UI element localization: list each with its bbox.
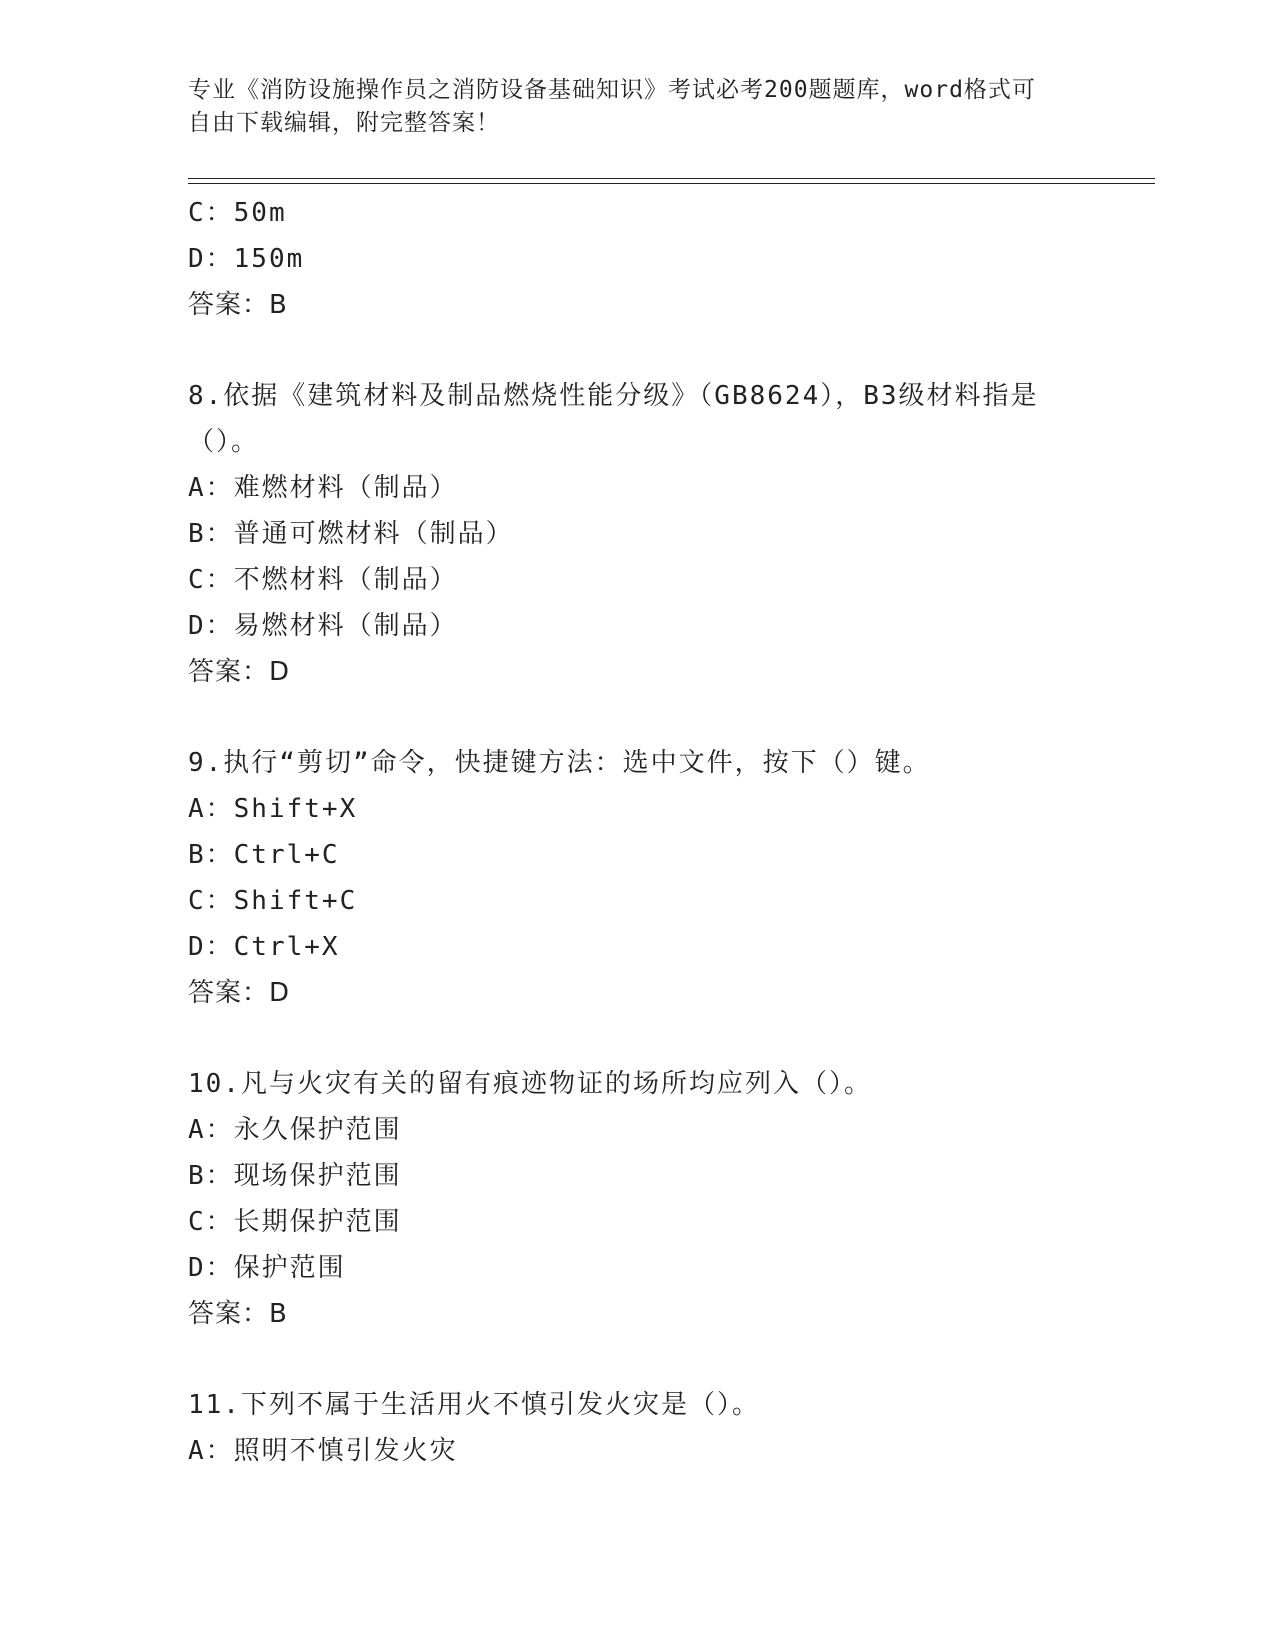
- option-b: B：普通可燃材料（制品）: [188, 519, 514, 549]
- question-11: [188, 1382, 1088, 1474]
- spacer: [188, 1016, 1088, 1061]
- option-a: A：永久保护范围: [188, 1115, 402, 1145]
- option-d: D：150m: [188, 244, 305, 274]
- option-c: C：长期保护范围: [188, 1207, 402, 1237]
- question-stem: 9.执行“剪切”命令，快捷键方法：选中文件，按下（）键。: [188, 748, 931, 778]
- question-9: [188, 740, 1088, 1016]
- option-d: D：Ctrl+X: [188, 932, 340, 962]
- question-7-tail: [188, 190, 1088, 328]
- option-a: A：照明不慎引发火灾: [188, 1436, 458, 1466]
- document-header: [188, 74, 1068, 140]
- spacer: [188, 695, 1088, 740]
- header-line-2: 自由下载编辑，附完整答案！: [188, 110, 500, 136]
- question-stem: 10.凡与火灾有关的留有痕迹物证的场所均应列入（）。: [188, 1069, 872, 1099]
- question-10: [188, 1061, 1088, 1337]
- question-stem-continued: （）。: [188, 427, 260, 457]
- option-c: C：Shift+C: [188, 886, 358, 916]
- header-line-1: 专业《消防设施操作员之消防设备基础知识》考试必考200题题库，word格式可: [188, 77, 1036, 103]
- option-c: C：不燃材料（制品）: [188, 565, 458, 595]
- header-divider-bottom: [188, 183, 1155, 184]
- spacer: [188, 1337, 1088, 1382]
- option-a: A：难燃材料（制品）: [188, 473, 458, 503]
- spacer: [188, 328, 1088, 373]
- question-list: [188, 190, 1088, 1474]
- option-c: C：50m: [188, 198, 287, 228]
- question-8: [188, 373, 1088, 695]
- answer-line: 答案：D: [188, 978, 291, 1008]
- option-d: D：保护范围: [188, 1253, 346, 1283]
- option-b: B：Ctrl+C: [188, 840, 340, 870]
- answer-line: 答案：D: [188, 657, 291, 687]
- option-b: B：现场保护范围: [188, 1161, 402, 1191]
- answer-line: 答案：B: [188, 1299, 288, 1329]
- option-a: A：Shift+X: [188, 794, 358, 824]
- question-stem: 8.依据《建筑材料及制品燃烧性能分级》（GB8624），B3级材料指是: [188, 381, 1039, 411]
- answer-line: 答案：B: [188, 290, 288, 320]
- header-divider-top: [188, 178, 1155, 179]
- option-d: D：易燃材料（制品）: [188, 611, 458, 641]
- question-stem: 11.下列不属于生活用火不慎引发火灾是（）。: [188, 1390, 760, 1420]
